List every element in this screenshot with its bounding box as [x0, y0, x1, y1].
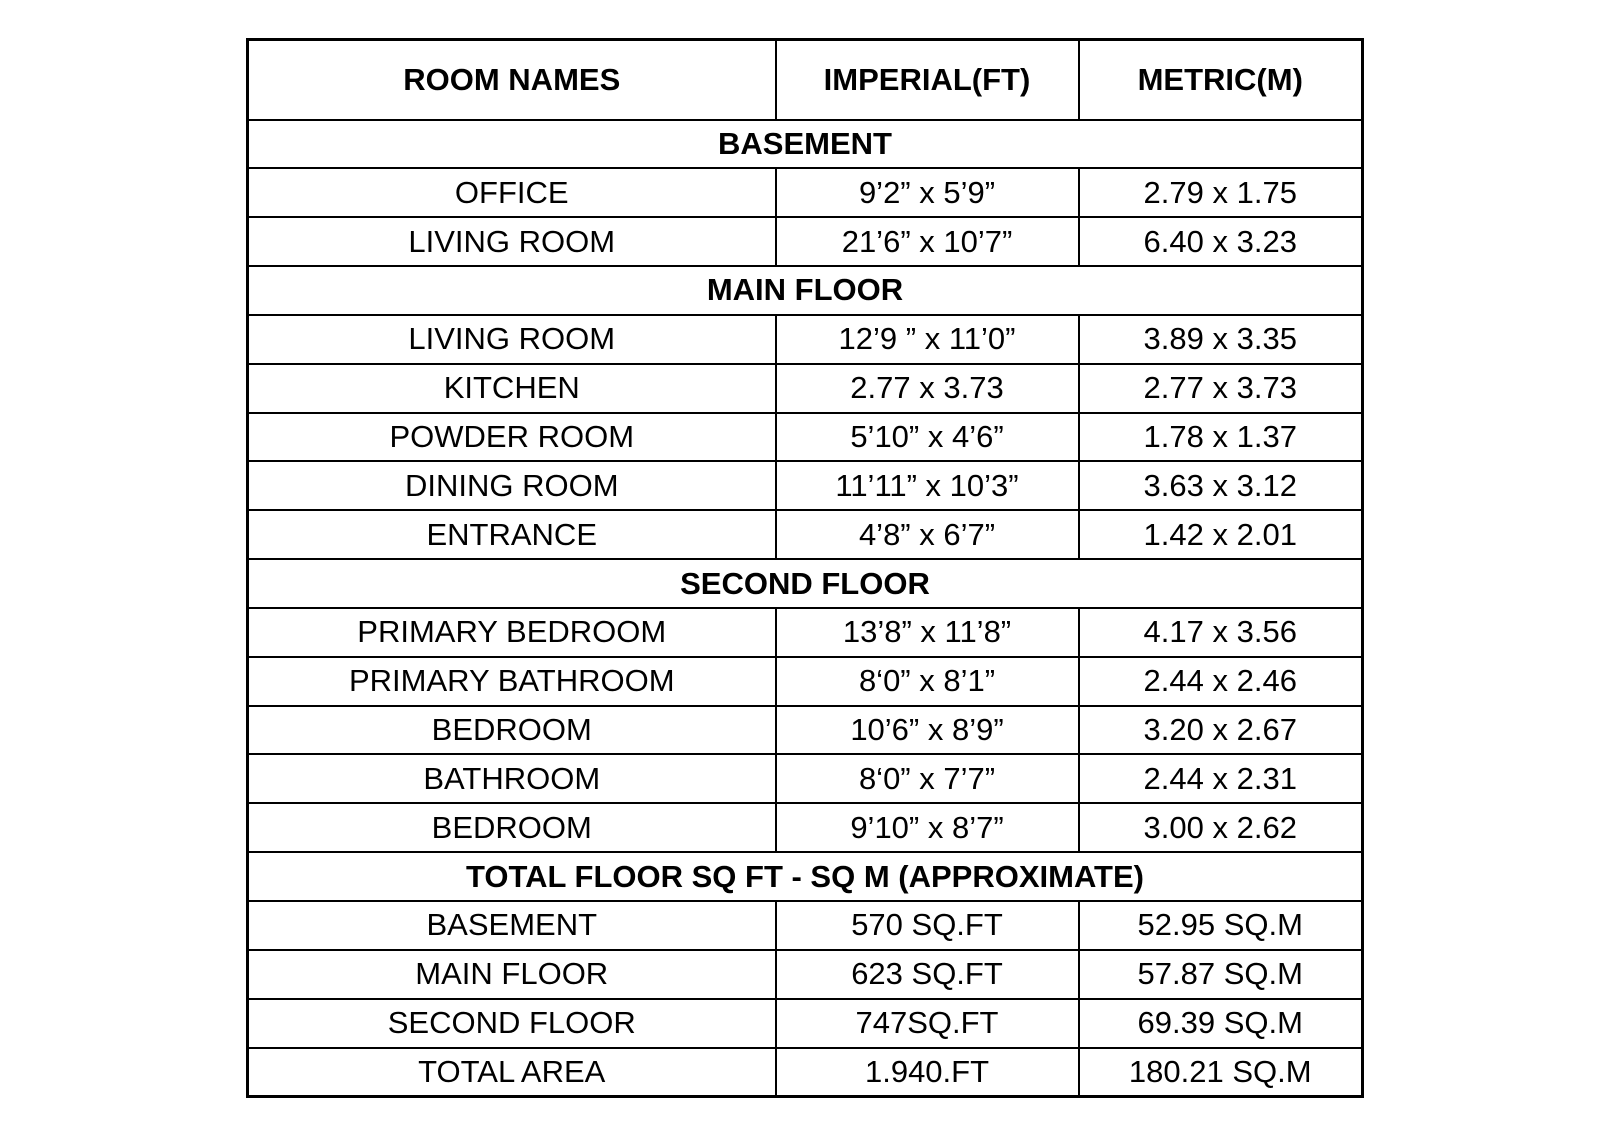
- metric-cell: 3.89 x 3.35: [1079, 315, 1363, 364]
- section-row: [248, 852, 1363, 901]
- header-imperial: IMPERIAL(FT): [776, 40, 1079, 120]
- room-name-cell: BEDROOM: [248, 706, 776, 755]
- room-name-cell: LIVING ROOM: [248, 217, 776, 266]
- table-row: [248, 706, 1363, 755]
- imperial-cell: 570 SQ.FT: [776, 901, 1079, 950]
- metric-cell: 69.39 SQ.M: [1079, 999, 1363, 1048]
- section-title: MAIN FLOOR: [248, 266, 1363, 315]
- table-header-row: [248, 40, 1363, 120]
- imperial-cell: 8‘0” x 7’7”: [776, 754, 1079, 803]
- table-row: [248, 168, 1363, 217]
- metric-cell: 6.40 x 3.23: [1079, 217, 1363, 266]
- table-row: [248, 901, 1363, 950]
- imperial-cell: 5’10” x 4’6”: [776, 413, 1079, 462]
- imperial-cell: 4’8” x 6’7”: [776, 510, 1079, 559]
- imperial-cell: 2.77 x 3.73: [776, 364, 1079, 413]
- metric-cell: 1.78 x 1.37: [1079, 413, 1363, 462]
- metric-cell: 2.44 x 2.46: [1079, 657, 1363, 706]
- metric-cell: 2.79 x 1.75: [1079, 168, 1363, 217]
- metric-cell: 2.44 x 2.31: [1079, 754, 1363, 803]
- section-title: SECOND FLOOR: [248, 559, 1363, 608]
- table-row: [248, 315, 1363, 364]
- imperial-cell: 11’11” x 10’3”: [776, 461, 1079, 510]
- metric-cell: 180.21 SQ.M: [1079, 1048, 1363, 1097]
- section-row: [248, 120, 1363, 169]
- section-row: [248, 559, 1363, 608]
- imperial-cell: 12’9 ” x 11’0”: [776, 315, 1079, 364]
- table-row: [248, 510, 1363, 559]
- room-name-cell: DINING ROOM: [248, 461, 776, 510]
- table-row: [248, 608, 1363, 657]
- imperial-cell: 9’10” x 8’7”: [776, 803, 1079, 852]
- metric-cell: 52.95 SQ.M: [1079, 901, 1363, 950]
- table-row: [248, 364, 1363, 413]
- room-name-cell: PRIMARY BATHROOM: [248, 657, 776, 706]
- imperial-cell: 623 SQ.FT: [776, 950, 1079, 999]
- table-row: [248, 950, 1363, 999]
- section-title: TOTAL FLOOR SQ FT - SQ M (APPROXIMATE): [248, 852, 1363, 901]
- table-row: [248, 1048, 1363, 1097]
- table-row: [248, 657, 1363, 706]
- table-row: [248, 803, 1363, 852]
- room-name-cell: MAIN FLOOR: [248, 950, 776, 999]
- metric-cell: 2.77 x 3.73: [1079, 364, 1363, 413]
- table-body: [248, 120, 1363, 1097]
- room-name-cell: BATHROOM: [248, 754, 776, 803]
- metric-cell: 3.00 x 2.62: [1079, 803, 1363, 852]
- section-title: BASEMENT: [248, 120, 1363, 169]
- room-name-cell: BASEMENT: [248, 901, 776, 950]
- metric-cell: 3.63 x 3.12: [1079, 461, 1363, 510]
- metric-cell: 1.42 x 2.01: [1079, 510, 1363, 559]
- imperial-cell: 21’6” x 10’7”: [776, 217, 1079, 266]
- room-name-cell: PRIMARY BEDROOM: [248, 608, 776, 657]
- metric-cell: 4.17 x 3.56: [1079, 608, 1363, 657]
- room-dimensions-table: [246, 38, 1364, 1098]
- header-metric: METRIC(M): [1079, 40, 1363, 120]
- room-name-cell: SECOND FLOOR: [248, 999, 776, 1048]
- room-name-cell: TOTAL AREA: [248, 1048, 776, 1097]
- imperial-cell: 10’6” x 8’9”: [776, 706, 1079, 755]
- room-name-cell: OFFICE: [248, 168, 776, 217]
- imperial-cell: 747SQ.FT: [776, 999, 1079, 1048]
- room-name-cell: KITCHEN: [248, 364, 776, 413]
- metric-cell: 3.20 x 2.67: [1079, 706, 1363, 755]
- table-row: [248, 413, 1363, 462]
- metric-cell: 57.87 SQ.M: [1079, 950, 1363, 999]
- room-name-cell: BEDROOM: [248, 803, 776, 852]
- table-row: [248, 461, 1363, 510]
- table-row: [248, 754, 1363, 803]
- imperial-cell: 8‘0” x 8’1”: [776, 657, 1079, 706]
- imperial-cell: 9’2” x 5’9”: [776, 168, 1079, 217]
- room-name-cell: LIVING ROOM: [248, 315, 776, 364]
- room-dimensions-sheet: [246, 38, 1361, 1098]
- imperial-cell: 13’8” x 11’8”: [776, 608, 1079, 657]
- table-row: [248, 999, 1363, 1048]
- imperial-cell: 1.940.FT: [776, 1048, 1079, 1097]
- room-name-cell: ENTRANCE: [248, 510, 776, 559]
- room-name-cell: POWDER ROOM: [248, 413, 776, 462]
- section-row: [248, 266, 1363, 315]
- table-row: [248, 217, 1363, 266]
- header-room-names: ROOM NAMES: [248, 40, 776, 120]
